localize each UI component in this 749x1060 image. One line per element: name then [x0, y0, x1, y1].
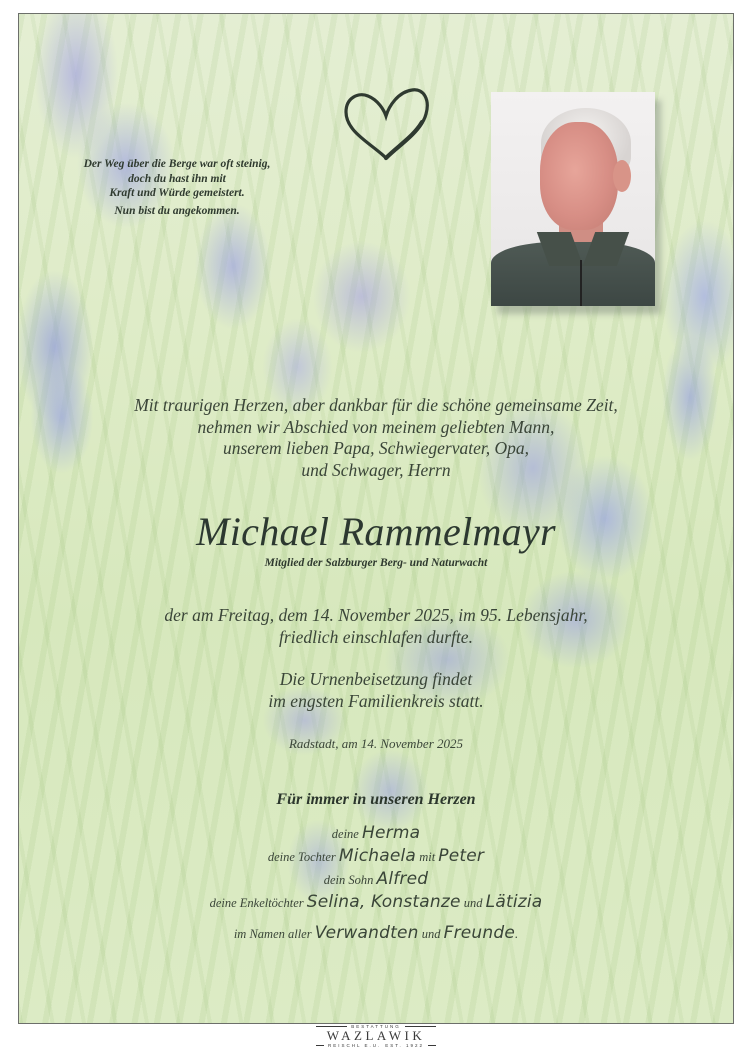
logo-rule: [316, 1026, 347, 1027]
deceased-name: Michael Rammelmayr: [196, 509, 556, 554]
mourner-name: Freunde: [443, 923, 516, 943]
relation-text: deine: [331, 827, 362, 841]
mourners-heading: Für immer in unseren Herzen: [276, 791, 476, 808]
deceased-affiliation: Mitglied der Salzburger Berg- und Naturwacht: [264, 557, 488, 569]
heart-outline-icon: [342, 86, 432, 166]
relation-text: im Namen aller: [233, 927, 315, 941]
portrait-ear: [613, 160, 631, 192]
portrait-face: [540, 122, 618, 230]
intro-text: [19, 395, 733, 481]
portrait-photo: [491, 92, 655, 306]
motto-line: Der Weg über die Berge war oft steinig,: [83, 158, 271, 170]
relation-text: mit: [416, 850, 439, 864]
mourner-name: Peter: [438, 846, 485, 866]
motto-closing: Nun bist du angekommen.: [114, 204, 240, 217]
death-line: friedlich einschlafen durfte.: [279, 626, 473, 647]
mourner-name: Alfred: [376, 869, 429, 889]
funeral-home-logo: [316, 1024, 436, 1054]
intro-line: unserem lieben Papa, Schwiegervater, Opa,: [222, 438, 530, 458]
motto-line: Kraft und Würde gemeistert.: [109, 187, 245, 199]
relation-text: deine Enkeltöchter: [209, 896, 307, 910]
mourner-row: [19, 891, 733, 914]
intro-line: nehmen wir Abschied von meinem geliebten Mann,: [197, 416, 555, 437]
mourners-list: [19, 822, 733, 945]
motto-quote: [59, 157, 295, 218]
logo-bottom-right: EST. 1922: [385, 1043, 425, 1048]
portrait-image: [491, 92, 655, 306]
relation-text: und: [460, 896, 486, 910]
logo-rule: [405, 1026, 436, 1027]
relation-text: dein Sohn: [323, 873, 377, 887]
intro-line: Mit traurigen Herzen, aber dankbar für die schöne gemeinsame Zeit,: [134, 395, 618, 415]
mourner-row: [19, 822, 733, 845]
relation-text: deine Tochter: [267, 850, 339, 864]
place-and-date: Radstadt, am 14. November 2025: [288, 736, 464, 751]
obituary-card: [18, 13, 734, 1024]
logo-main-text: WAZLAWIK: [326, 1028, 426, 1043]
urn-line: Die Urnenbeisetzung findet: [279, 669, 473, 689]
mourner-row: [19, 868, 733, 891]
mourner-name: Selina, Konstanze: [306, 892, 461, 912]
death-notice: [19, 605, 733, 648]
intro-line: und Schwager, Herrn: [301, 459, 451, 480]
death-line: der am Freitag, dem 14. November 2025, im 95. Lebensjahr,: [164, 605, 588, 625]
mourner-name: Verwandten: [314, 923, 419, 943]
mourner-name: Michaela: [338, 846, 417, 866]
relation-text: und: [418, 927, 444, 941]
mourner-name: Herma: [361, 823, 421, 843]
urn-burial-notice: [19, 669, 733, 712]
mourner-row: [19, 922, 733, 945]
logo-bottom-left: REISCHL E.U.: [327, 1043, 382, 1048]
logo-rule: [428, 1045, 436, 1046]
logo-rule: [316, 1045, 324, 1046]
logo-bottom: [316, 1043, 436, 1048]
logo-top-text: BESTATTUNG: [351, 1024, 401, 1029]
mourner-name: Lätizia: [485, 892, 543, 912]
relation-text: .: [515, 927, 519, 941]
motto-line: doch du hast ihn mit: [128, 172, 226, 185]
mourner-row: [19, 845, 733, 868]
portrait-zipper: [580, 260, 582, 306]
urn-line: im engsten Familienkreis statt.: [268, 690, 484, 711]
